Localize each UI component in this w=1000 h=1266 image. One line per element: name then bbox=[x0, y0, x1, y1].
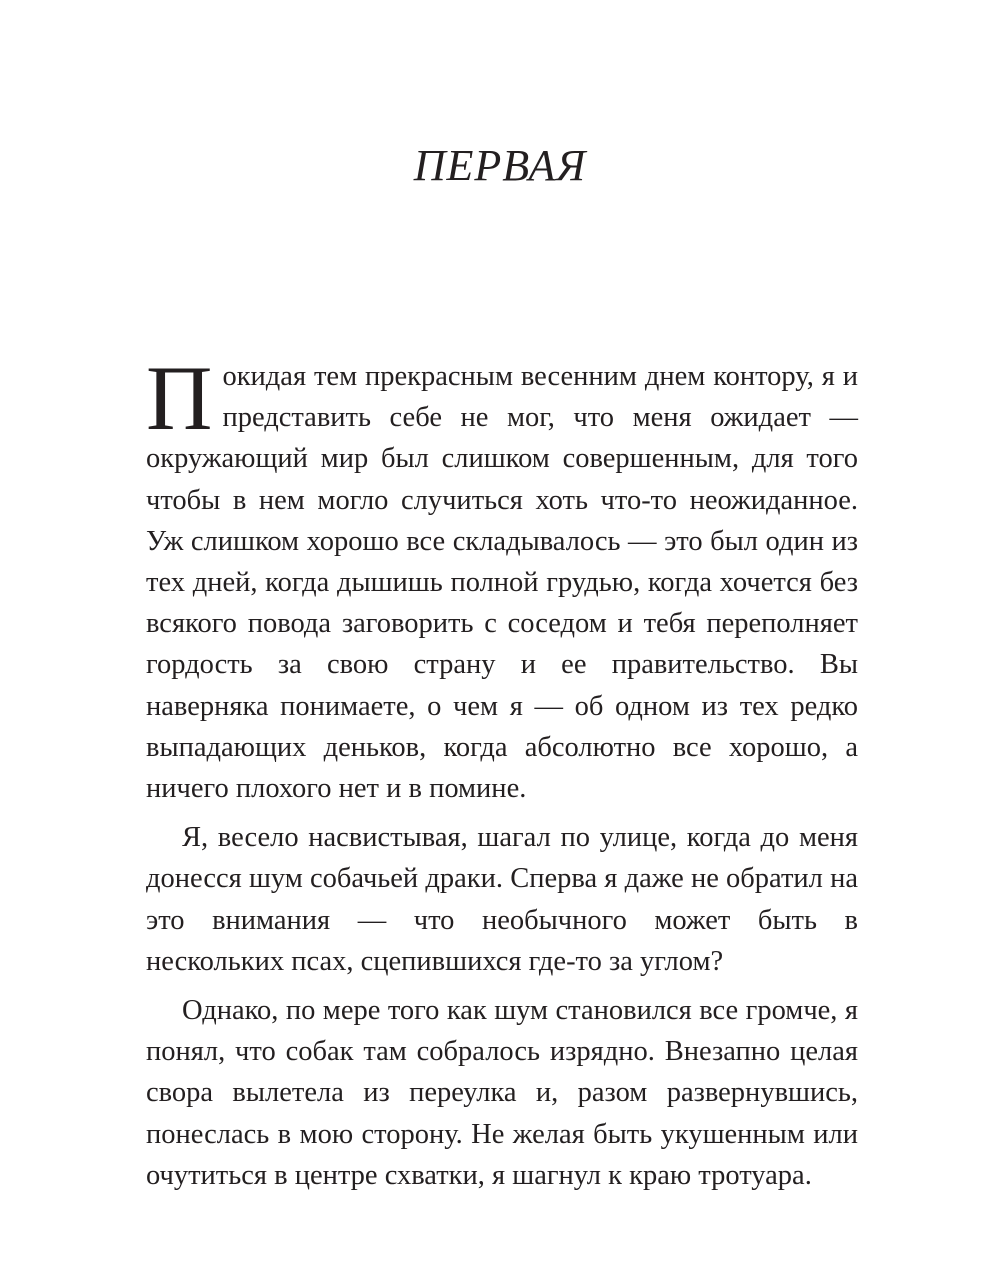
chapter-title: ПЕРВАЯ bbox=[413, 141, 587, 190]
paragraph-1-text: окидая тем прекрасным весенним днем контору, я и представить себе не мог, что меня ожидает — окружающий мир был слишком совершенным, для того чтобы в нем могло случиться хоть что-то неожиданное. Уж слишком хорошо все складывалось — это был один из тех дней, когда дышишь полной грудью, когда хочется без всякого повода заговорить с соседом и тебя переполняет гордость за свою страну и ее правительство. Вы наверняка понимаете, о чем я — об одном из тех редко выпадающих деньков, когда абсолютно все хорошо, а ничего плохого нет и в помине. bbox=[146, 361, 858, 805]
body-text bbox=[146, 347, 858, 1204]
paragraph-1 bbox=[146, 347, 858, 809]
drop-cap: П bbox=[146, 347, 213, 449]
paragraph-3: Однако, по мере того как шум становился все громче, я понял, что собак там собралось изрядно. Внезапно целая свора вылетела из переулка и, разом развернувшись, понеслась в мою сторону. Не желая быть укушенным или очутиться в центре схватки, я шагнул к краю тротуара. bbox=[146, 995, 858, 1191]
paragraph-2: Я, весело насвистывая, шагал по улице, когда до меня донесся шум собачьей драки. Сперва я даже не обратил на это внимания — что необычного может быть в нескольких псах, сцепившихся где-то за углом? bbox=[146, 822, 858, 977]
